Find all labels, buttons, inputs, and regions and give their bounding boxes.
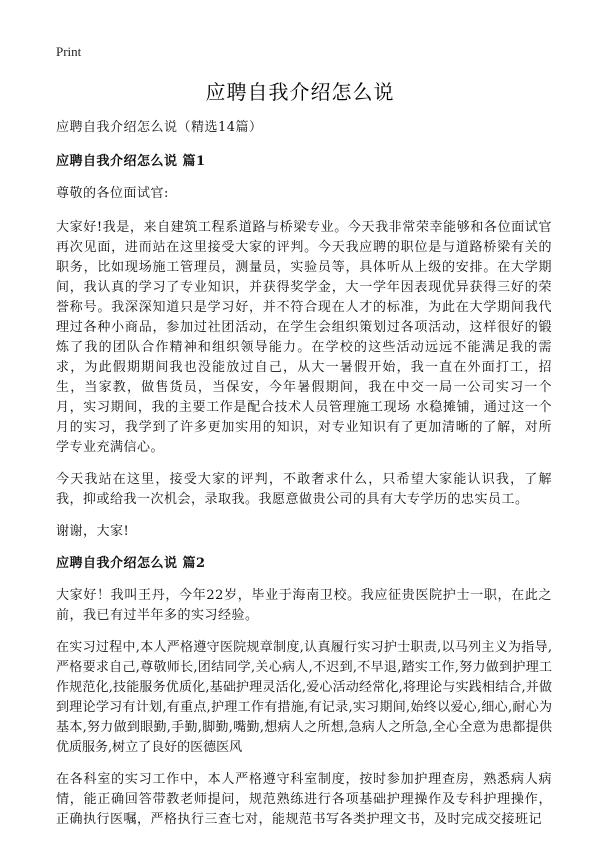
body-paragraph: 大家好！我叫王丹，今年22岁，毕业于海南卫校。我应征贵医院护士一职，在此之前，我已有过半年多的实习经验。: [56, 588, 552, 623]
body-paragraph: 大家好!我是，来自建筑工程系道路与桥梁专业。今天我非常荣幸能够和各位面试官再次见面，进而站在这里接受大家的评判。今天我应聘的职位是与道路桥梁有关的职务，比如现场施工管理员，测量员，实验员等，具体听从上级的安排。在大学期间，我认真的学习了专业知识，并获得奖学金，大一学年因表现优异获得三好的荣誉称号。我深深知道只是学习好，并不符合现在人才的标准，为此在大学期间我代理过各种小商品，参加过社团活动，在学生会组织策划过各项活动，这样很好的锻炼了我的团队合作精神和组织领导能力。在学校的这些活动远远不能满足我的需求，为此假期期间我也没能放过自己，从大一暑假开始，我一直在外面打工，招生，当家教，做售货员，当保安，今年暑假期间，我在中交一局一公司实习一个月，实习期间，我的主要工作是配合技术人员管理施工现场 水稳摊铺，通过这一个月的实习，我学到了许多更加实用的知识，对专业知识有了更加清晰的了解，对所学专业充满信心。: [56, 220, 552, 455]
document-body: [56, 118, 552, 842]
document-title: 应聘自我介绍怎么说: [205, 80, 395, 104]
body-paragraph: 今天我站在这里，接受大家的评判，不敢奢求什么，只希望大家能认识我，了解我，抑或给我一次机会，录取我。我愿意做贵公司的具有大专学历的忠实员工。: [56, 472, 552, 507]
section-heading: 应聘自我介绍怎么说 篇1: [56, 154, 206, 169]
closing-paragraph: 谢谢，大家!: [56, 524, 130, 539]
document-subtitle: 应聘自我介绍怎么说（精选14篇）: [56, 120, 263, 135]
print-link[interactable]: Print: [56, 44, 82, 59]
section-heading: 应聘自我介绍怎么说 篇2: [56, 556, 206, 571]
body-paragraph: 在实习过程中,本人严格遵守医院规章制度,认真履行实习护士职责,以马列主义为指导,严格要求自己,尊敬师长,团结同学,关心病人,不迟到,不早退,踏实工作,努力做到护理工作规范化,技能服务优质化,基础护理灵活化,爱心活动经常化,将理论与实践相结合,并做到理论学习有计划,有重点,护理工作有措施,有记录,实习期间,始终以爱心,细心,耐心为基本,努力做到眼勤,手勤,脚勤,嘴勤,想病人之所想,急病人之所急,全心全意为患都提供优质服务,树立了良好的医德医风: [56, 640, 552, 755]
greeting-paragraph: 尊敬的各位面试官:: [56, 186, 169, 201]
body-paragraph: 在各科室的实习工作中，本人严格遵守科室制度，按时参加护理查房，熟悉病人病情，能正确回答带教老师提问，规范熟练进行各项基础护理操作及专科护理操作，正确执行医嘱，严格执行三查七对，能规范书写各类护理文书，及时完成交接班记: [56, 772, 552, 827]
